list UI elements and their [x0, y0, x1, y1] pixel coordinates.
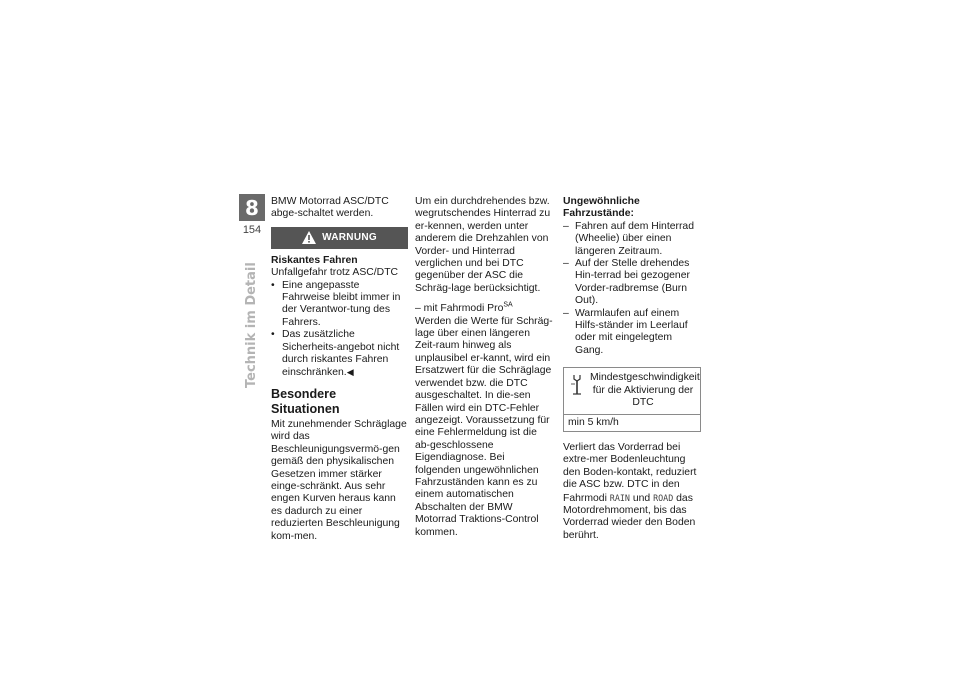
bullet-item: • Das zusätzliche Sicherheits-angebot nicht durch riskantes Fahren einschränken.◀ — [271, 329, 408, 380]
chapter-number: 8 — [245, 195, 259, 220]
spec-box — [563, 367, 701, 432]
warning-subtitle: Unfallgefahr trotz ASC/DTC — [271, 267, 399, 279]
warning-bullet-list — [271, 280, 408, 380]
warning-triangle-icon — [302, 231, 316, 244]
spec-value: min 5 km/h — [564, 414, 700, 431]
section-heading: Besondere Situationen — [271, 386, 340, 416]
sa-superscript: SA — [503, 301, 513, 309]
wrench-tool-icon — [570, 374, 584, 396]
warning-title: Riskantes Fahren — [271, 254, 358, 266]
bullet-item: • Eine angepasste Fahrweise bleibt immer in der Verantwor-tung des Fahrers. — [271, 280, 408, 330]
end-mark-icon: ◀ — [346, 367, 354, 378]
front-wheel-paragraph: Verliert das Vorderrad bei extre-mer Bodenleuchtung den Boden-kontakt, reduziert die ASC bzw. DTC in den Fahrmodi RAIN und ROAD das Motordrehmoment, bis das Vorderrad wieder den Boden berührt. — [563, 441, 697, 541]
list-item: – Auf der Stelle drehendes Hin-terrad bei gezogener Vorder-radbremse (Burn Out). — [563, 258, 701, 308]
paragraph-1: Um ein durchdrehendes bzw. wegrutschendes Hinterrad zu er-kennen, werden unter anderem die Drehzahlen von Vorder- und Hinterrad verglichen und bei DTC gegenüber der ASC die Schräg-lage berücksichtigt. — [415, 196, 551, 294]
mode-road: ROAD — [653, 492, 674, 503]
conditions-heading: Ungewöhnliche Fahrzustände: — [563, 196, 640, 220]
spec-label: Mindestgeschwindigkeit für die Aktivierung der DTC — [590, 372, 700, 409]
conditions-list — [563, 221, 701, 357]
list-item: – Warmlaufen auf einem Hilfs-ständer im Leerlauf oder mit eingelegtem Gang. — [563, 308, 701, 358]
warning-banner — [271, 227, 408, 249]
column-3 — [563, 196, 701, 542]
section-text: Mit zunehmender Schräglage wird das Beschleunigungsvermö-gen gemäß den physikalischen Gesetzen immer stärker einge-schränkt. Aus sehr engen Kurven heraus kann es dadurch zu einer reduzierten Beschleunigung kom-men. — [271, 418, 407, 542]
intro-text: BMW Motorrad ASC/DTC abge-schaltet werden. — [271, 196, 389, 220]
page-number: 154 — [242, 224, 262, 236]
paragraph-2: Werden die Werte für Schräg-lage über einen längeren Zeit-raum hinweg als unplausibel er-kannt, wird ein Ersatzwert für die Schräglage verwendet bzw. die DTC ausgeschaltet. In die-sen Fällen wird ein DTC-Fehler angezeigt. Voraussetzung für eine Fehlermeldung ist die ab-geschlossene Eigendiagnose. Bei folgenden ungewöhnlichen Fahrzuständen kann es zu einem automatischen Abschalten der BMW Motorrad Traktions-Control kommen. — [415, 315, 553, 538]
chapter-title-vertical: Technik im Detail — [244, 262, 259, 388]
mode-condition: – mit Fahrmodi Pro$^{SA}$ — [415, 301, 513, 315]
column-2 — [415, 196, 553, 539]
chapter-number-badge — [239, 194, 265, 221]
list-item: – Fahren auf dem Hinterrad (Wheelie) über einen längeren Zeitraum. — [563, 221, 701, 258]
column-1 — [271, 196, 408, 543]
warning-label: WARNUNG — [322, 231, 377, 243]
mode-rain: RAIN — [609, 492, 630, 503]
